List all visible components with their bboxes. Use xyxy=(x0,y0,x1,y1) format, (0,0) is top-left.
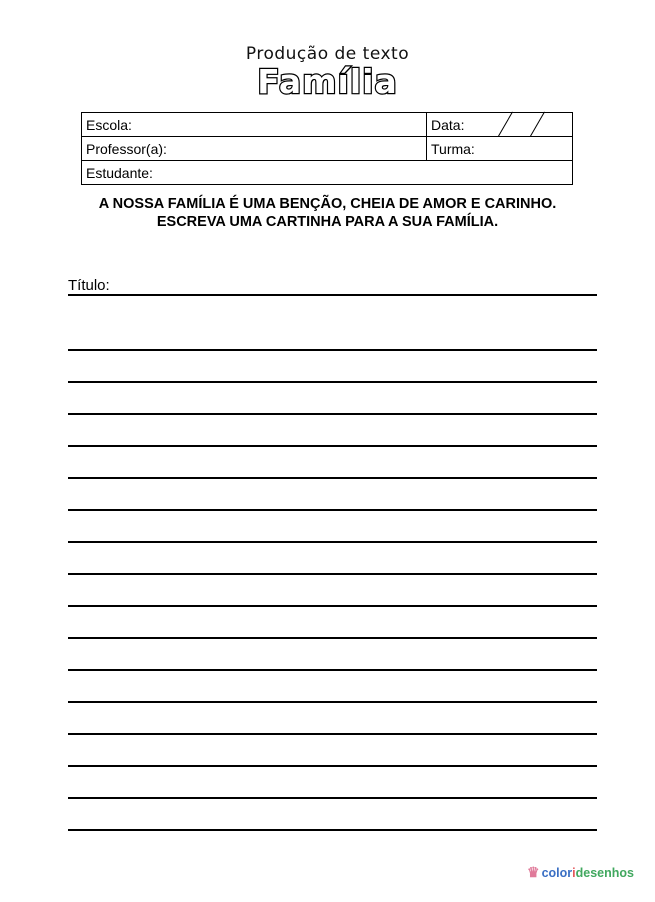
writing-line[interactable] xyxy=(68,765,597,767)
title-line[interactable] xyxy=(68,294,597,296)
writing-line[interactable] xyxy=(68,509,597,511)
writing-line[interactable] xyxy=(68,733,597,735)
turma-label: Turma: xyxy=(431,140,475,157)
date-separator-2 xyxy=(530,112,545,137)
writing-line[interactable] xyxy=(68,669,597,671)
writing-line[interactable] xyxy=(68,701,597,703)
writing-line[interactable] xyxy=(68,605,597,607)
brand-text-i: i xyxy=(572,865,576,880)
writing-line[interactable] xyxy=(68,413,597,415)
writing-line[interactable] xyxy=(68,637,597,639)
turma-field[interactable] xyxy=(427,137,573,161)
page-subtitle: Produção de texto xyxy=(245,44,410,64)
writing-line[interactable] xyxy=(68,381,597,383)
titulo-label: Título: xyxy=(68,277,110,294)
data-field[interactable] xyxy=(427,113,573,137)
brand-text-desenhos: desenhos xyxy=(575,865,634,880)
estudante-field[interactable] xyxy=(82,161,573,185)
escola-field[interactable] xyxy=(82,113,427,137)
date-separator-1 xyxy=(498,112,513,137)
writing-line[interactable] xyxy=(68,477,597,479)
instructions xyxy=(0,195,655,231)
writing-line[interactable] xyxy=(68,829,597,831)
professor-field[interactable] xyxy=(82,137,427,161)
student-info-table xyxy=(81,112,573,185)
writing-line[interactable] xyxy=(68,349,597,351)
professor-label: Professor(a): xyxy=(86,140,167,157)
page-title: Família xyxy=(257,62,398,101)
instructions-line-1: A NOSSA FAMÍLIA É UMA BENÇÃO, CHEIA DE AMOR E CARINHO. xyxy=(98,196,557,212)
writing-line[interactable] xyxy=(68,573,597,575)
escola-label: Escola: xyxy=(86,116,132,133)
writing-line[interactable] xyxy=(68,541,597,543)
brand-logo xyxy=(527,864,634,881)
estudante-label: Estudante: xyxy=(86,164,153,181)
data-label: Data: xyxy=(431,116,465,133)
crayon-icon: ♛ xyxy=(527,864,540,880)
writing-line[interactable] xyxy=(68,445,597,447)
brand-text-color: color xyxy=(541,865,573,880)
instructions-line-2: ESCREVA UMA CARTINHA PARA A SUA FAMÍLIA. xyxy=(156,214,499,230)
writing-line[interactable] xyxy=(68,797,597,799)
